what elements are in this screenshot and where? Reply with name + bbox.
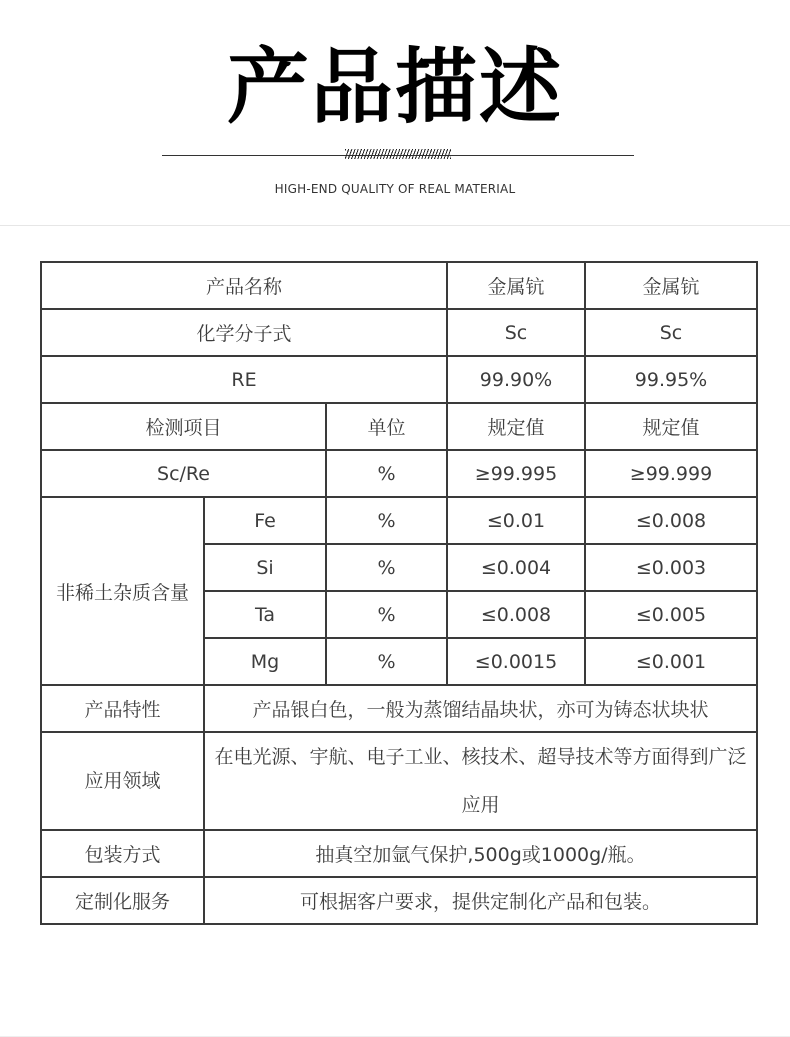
impurity-value-2: ≤0.001 [585,638,757,685]
table-row [41,356,757,403]
impurity-value-2: ≤0.008 [585,497,757,544]
sc-re-value-1: ≥99.995 [447,450,585,497]
formula-value-1: Sc [447,309,585,356]
application-value: 在电光源、宇航、电子工业、核技术、超导技术等方面得到广泛应用 [214,746,747,816]
formula-label: 化学分子式 [41,309,447,356]
product-name-label: 产品名称 [41,262,447,309]
impurity-group-label: 非稀土杂质含量 [41,497,204,685]
page-subtitle: HIGH-END QUALITY OF REAL MATERIAL [274,182,516,196]
application-label: 应用领域 [41,732,204,830]
impurity-value-1: ≤0.008 [447,591,585,638]
application-cell [204,732,757,830]
page-header [0,0,790,225]
characteristics-value: 产品银白色，一般为蒸馏结晶块状，亦可为铸态状块状 [204,685,757,732]
product-name-value-1: 金属钪 [447,262,585,309]
packaging-value: 抽真空加氩气保护,500g或1000g/瓶。 [204,830,757,877]
table-row [41,403,757,450]
impurity-unit: % [326,638,447,685]
spec-unit-header: 单位 [326,403,447,450]
impurity-unit: % [326,591,447,638]
spec-value-header-1: 规定值 [447,403,585,450]
impurity-element: Ta [204,591,326,638]
packaging-label: 包装方式 [41,830,204,877]
table-row [41,830,757,877]
impurity-unit: % [326,544,447,591]
table-row [41,497,757,544]
table-row [41,262,757,309]
title-divider-ornament [345,149,451,159]
characteristics-label: 产品特性 [41,685,204,732]
spec-item-header: 检测项目 [41,403,326,450]
re-label: RE [41,356,447,403]
sc-re-unit: % [326,450,447,497]
impurity-value-1: ≤0.004 [447,544,585,591]
customization-label: 定制化服务 [41,877,204,924]
sc-re-label: Sc/Re [41,450,326,497]
table-row [41,732,757,830]
section-separator [0,225,790,226]
re-value-1: 99.90% [447,356,585,403]
impurity-element: Mg [204,638,326,685]
formula-value-2: Sc [585,309,757,356]
product-spec-table [40,261,758,925]
table-row [41,450,757,497]
impurity-value-2: ≤0.003 [585,544,757,591]
re-value-2: 99.95% [585,356,757,403]
table-row [41,309,757,356]
spec-value-header-2: 规定值 [585,403,757,450]
impurity-element: Si [204,544,326,591]
table-row [41,685,757,732]
table-row [41,877,757,924]
product-name-value-2: 金属钪 [585,262,757,309]
impurity-value-1: ≤0.0015 [447,638,585,685]
impurity-value-2: ≤0.005 [585,591,757,638]
impurity-element: Fe [204,497,326,544]
impurity-value-1: ≤0.01 [447,497,585,544]
impurity-unit: % [326,497,447,544]
page-title: 产品描述 [226,40,563,135]
sc-re-value-2: ≥99.999 [585,450,757,497]
customization-value: 可根据客户要求，提供定制化产品和包装。 [204,877,757,924]
